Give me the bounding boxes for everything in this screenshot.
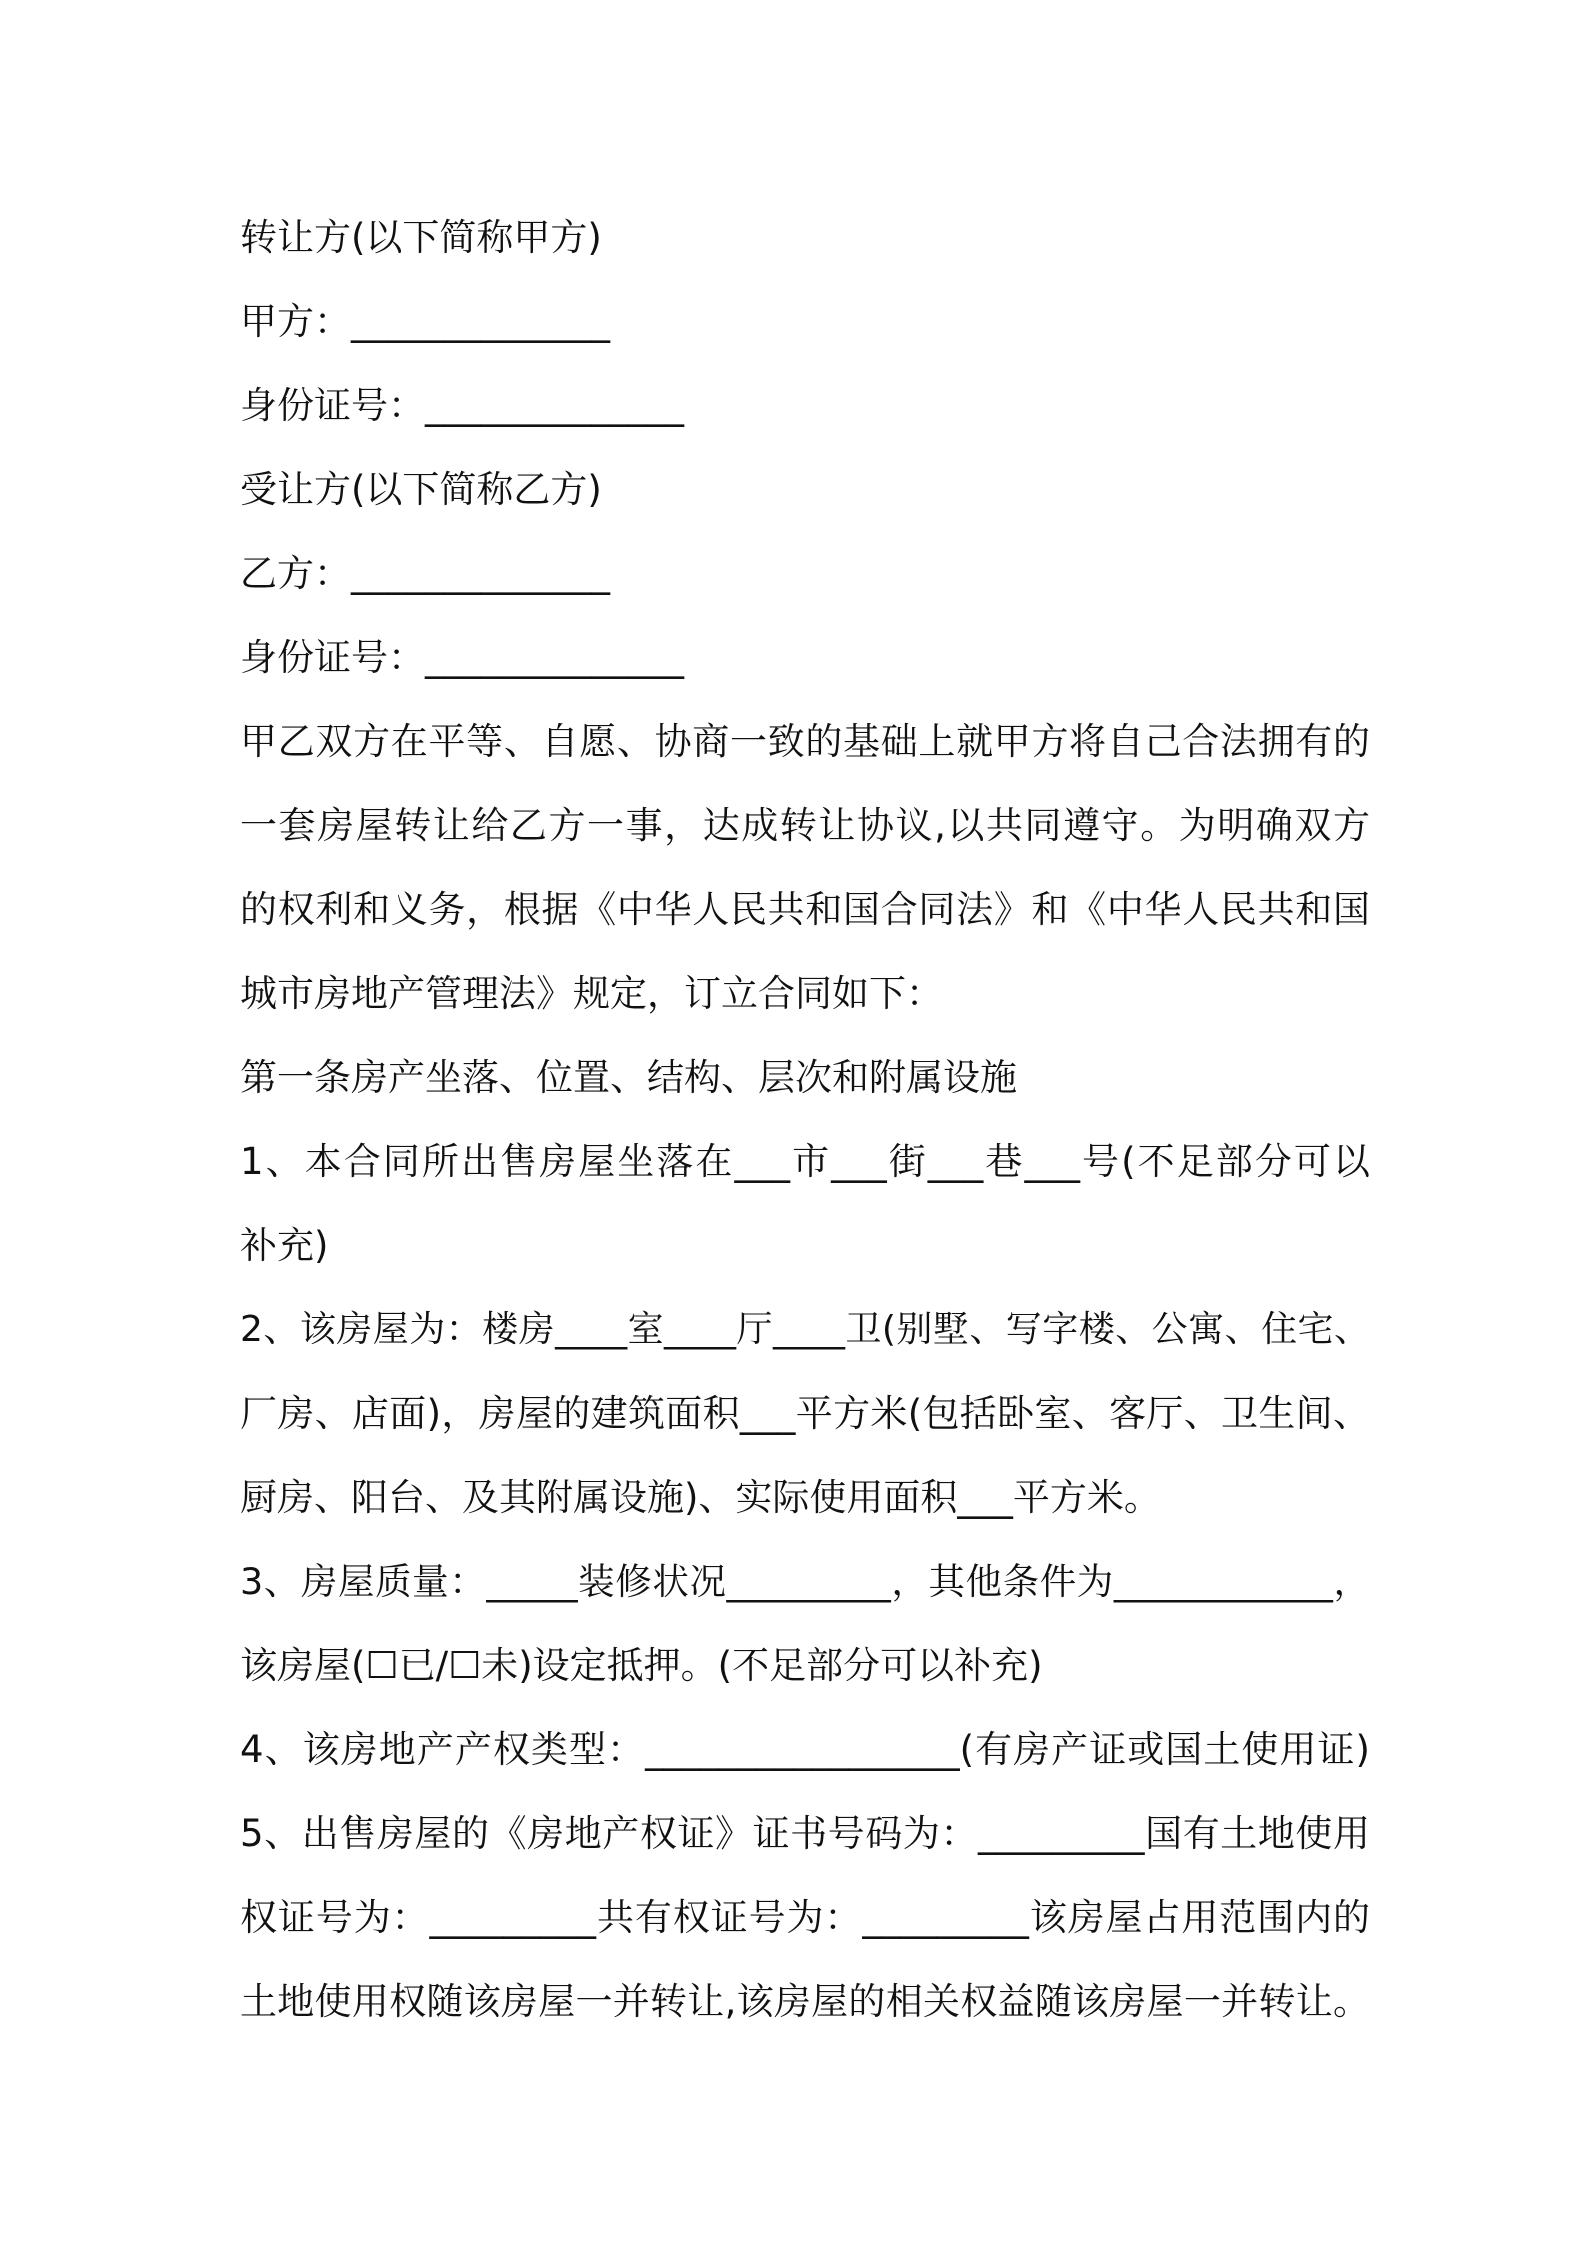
clause-5-line-2: 权证号为：_________共有权证号为：_________该房屋占用范围内的: [240, 1896, 1370, 1939]
party-a-field: 甲方：______________: [240, 300, 610, 343]
document-body: [240, 196, 1370, 2044]
clause-4-line-1: 4、该房地产产权类型：_________________(有房产证或国土使用证): [240, 1728, 1370, 1771]
preamble-line-3: 的权利和义务，根据《中华人民共和国合同法》和《中华人民共和国: [240, 888, 1370, 931]
article-1-heading: 第一条房产坐落、位置、结构、层次和附属设施: [240, 1056, 1017, 1099]
clause-5-line-3: 土地使用权随该房屋一并转让,该房屋的相关权益随该房屋一并转让。: [240, 1980, 1370, 2023]
clause-2-line-3: 厨房、阳台、及其附属设施)、实际使用面积___平方米。: [240, 1476, 1161, 1519]
party-b-id-field: 身份证号：______________: [240, 636, 684, 679]
clause-2-line-1: 2、该房屋为：楼房____室____厅____卫(别墅、写字楼、公寓、住宅、: [240, 1309, 1370, 1350]
party-b-field: 乙方：______________: [240, 552, 610, 595]
clause-1-line-2: 补充): [240, 1224, 329, 1267]
clause-1-line-1: 1、本合同所出售房屋坐落在___市___街___巷___号(不足部分可以: [240, 1140, 1370, 1183]
transferee-heading: 受让方(以下简称乙方): [240, 468, 602, 511]
transferor-heading: 转让方(以下简称甲方): [240, 216, 602, 259]
clause-2-line-2: 厂房、店面)，房屋的建筑面积___平方米(包括卧室、客厅、卫生间、: [240, 1392, 1370, 1435]
clause-5-line-1: 5、出售房屋的《房地产权证》证书号码为：_________国有土地使用: [240, 1812, 1370, 1855]
preamble-line-4: 城市房地产管理法》规定，订立合同如下：: [240, 972, 943, 1015]
clause-3-line-2: 该房屋(☐已/☐未)设定抵押。(不足部分可以补充): [240, 1644, 1043, 1687]
preamble-line-1: 甲乙双方在平等、自愿、协商一致的基础上就甲方将自己合法拥有的: [240, 720, 1370, 763]
party-a-id-field: 身份证号：______________: [240, 384, 684, 427]
preamble-line-2: 一套房屋转让给乙方一事，达成转让协议,以共同遵守。为明确双方: [240, 804, 1370, 847]
clause-3-line-1: 3、房屋质量：_____装修状况_________，其他条件为____________，: [240, 1560, 1370, 1603]
